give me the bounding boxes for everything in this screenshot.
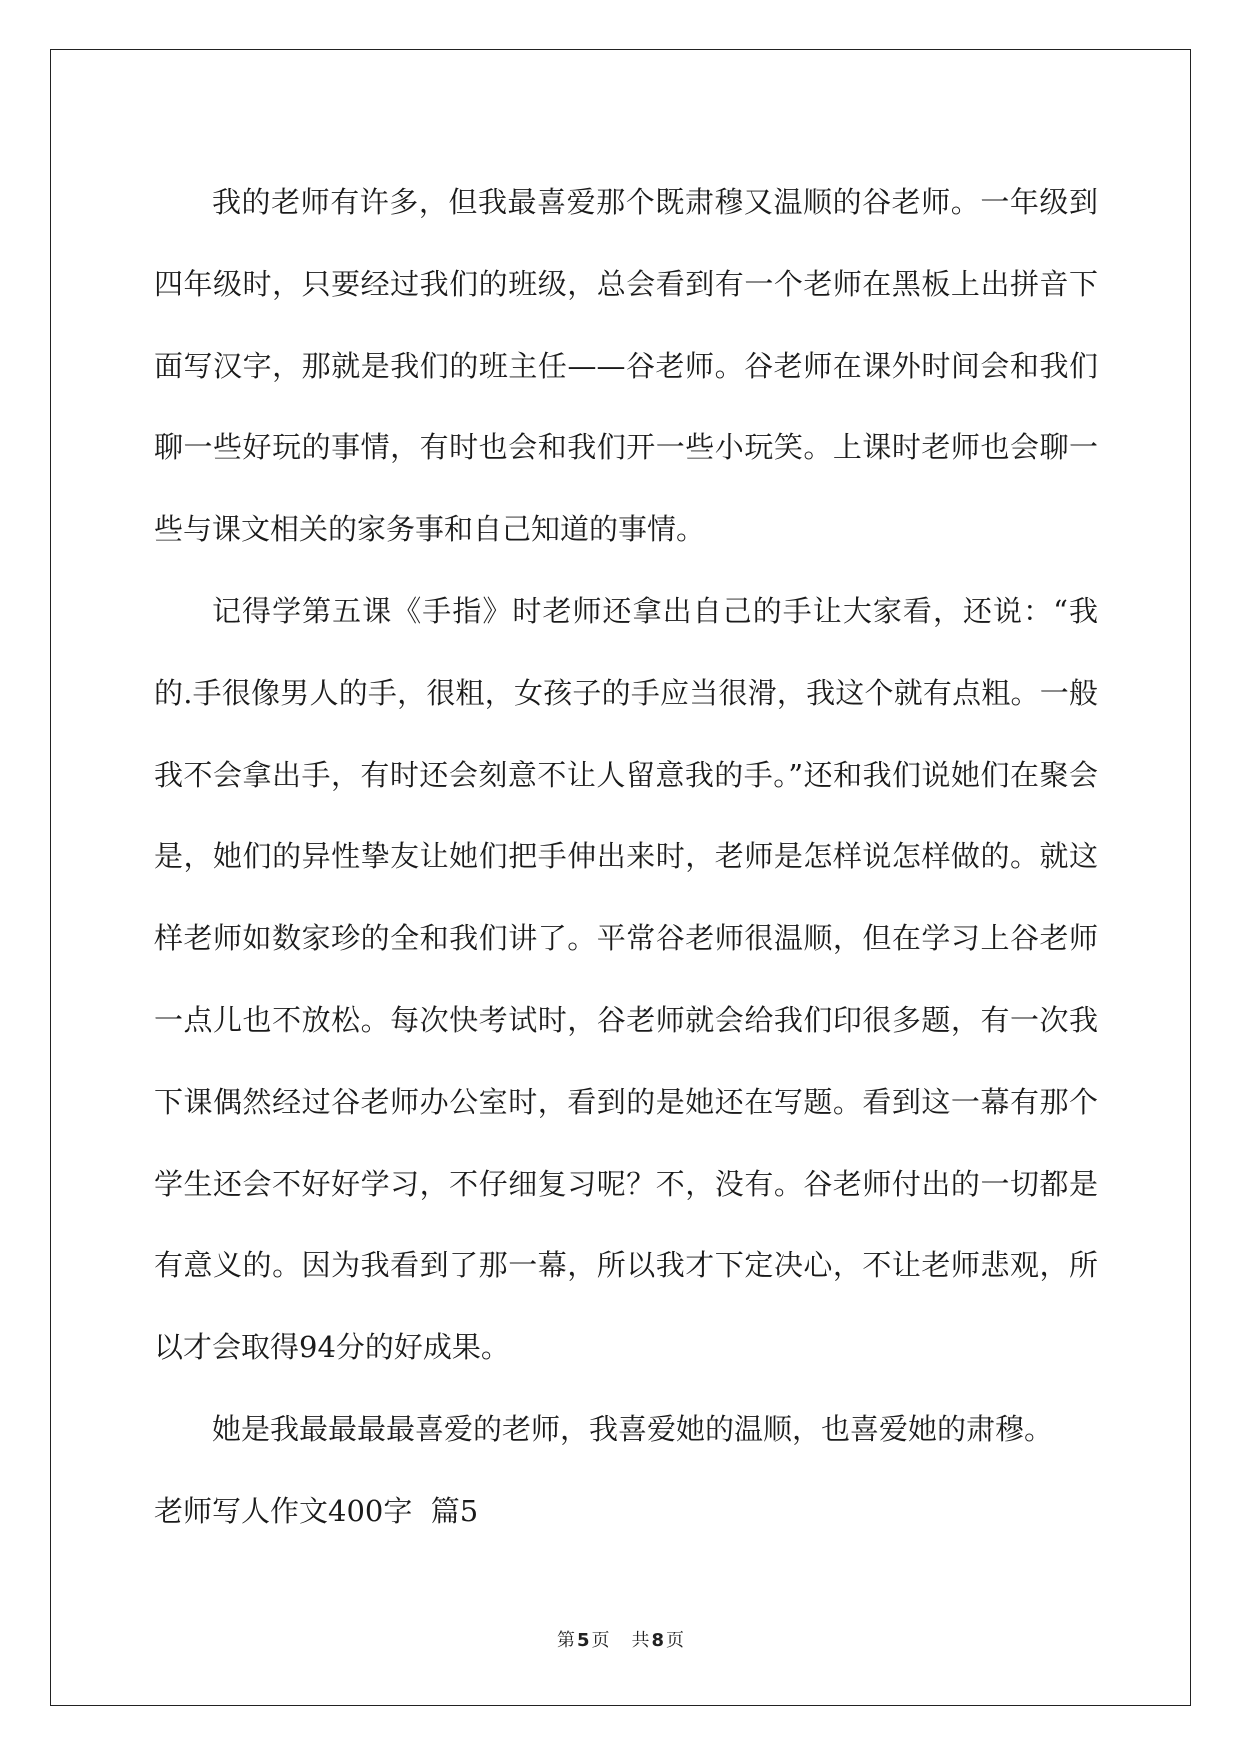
section-heading: 老师写人作文400字 篇5 (154, 1493, 479, 1528)
paragraph-1: 我的老师有许多，但我最喜爱那个既肃穆又温顺的谷老师。一年级到四年级时，只要经过我们的班级，总会看到有一个老师在黑板上出拼音下面写汉字，那就是我们的班主任——谷老师。谷老师在课外时间会和我们聊一些好玩的事情，有时也会和我们开一些小玩笑。上课时老师也会聊一些与课文相关的家务事和自己知道的事情。 (154, 185, 1098, 547)
page-unit: 页 (591, 1630, 610, 1651)
current-page-number: 5 (576, 1630, 590, 1651)
total-unit: 页 (666, 1630, 685, 1651)
paragraph-2: 记得学第五课《手指》时老师还拿出自己的手让大家看，还说：“我的.手很像男人的手，很粗，女孩子的手应当很滑，我这个就有点粗。一般我不会拿出手，有时还会刻意不让人留意我的手。”还和我们说她们在聚会是，她们的异性挚友让她们把手伸出来时，老师是怎样说怎样做的。就这样老师如数家珍的全和我们讲了。平常谷老师很温顺，但在学习上谷老师一点儿也不放松。每次快考试时，谷老师就会给我们印很多题，有一次我下课偶然经过谷老师办公室时，看到的是她还在写题。看到这一幕有那个学生还会不好好学习，不仔细复习呢？不，没有。谷老师付出的一切都是有意义的。因为我看到了那一幕，所以我才下定决心，不让老师悲观，所以才会取得94分的好成果。 (154, 593, 1098, 1365)
total-prefix: 共 (631, 1630, 650, 1651)
page-footer (0, 1626, 1241, 1652)
paragraph-3: 她是我最最最最喜爱的老师，我喜爱她的温顺，也喜爱她的肃穆。 (212, 1411, 1054, 1446)
document-body (154, 162, 1098, 1553)
page-prefix: 第 (556, 1630, 575, 1651)
total-page-number: 8 (651, 1630, 665, 1651)
